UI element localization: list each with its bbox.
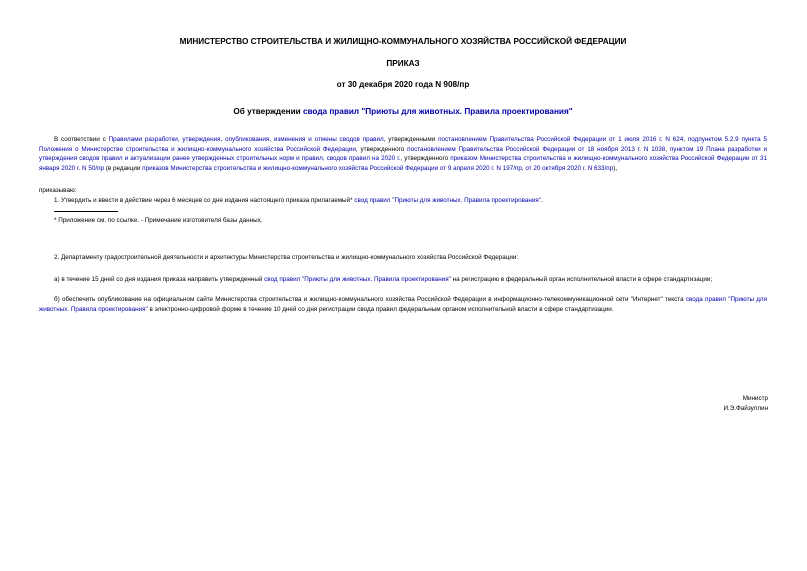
footnote-separator [54,211,118,212]
signatory-position: Министр [742,395,768,402]
order-word: приказываю: [39,186,77,194]
item1-text: 1. Утвердить и ввести в действие через 6 месяцев со дня издания настоящего приказа прилагаемый* [54,196,355,204]
signature-block [723,394,768,413]
preamble-link-resolution-624[interactable]: постановлением Правительства Российской Федерации от 1 июля 2016 г. N 624 [438,136,684,143]
preamble-link-order-633[interactable]: от 20 октября 2020 г. N 633/пр [525,165,614,173]
preamble-text-4: , утвержденного [355,145,408,153]
preamble-link-plan-point-19[interactable]: пунктом 19 Плана разработки и утверждения сводов правил и актуализации ранее утвержденных строительных норм и правил, сводов правил на 2020 г. [39,145,767,163]
preamble-text-1: В соответствии с [54,136,109,143]
item2a-text: а) в течение 15 дней со дня издания приказа направить утвержденный [54,275,265,283]
order-item-2b [39,295,767,314]
item2b-end: в электронно-цифровой форме в течение 10 дней со дня регистрации свода правил федеральным органом исполнительной власти в сфере стандартизации. [147,306,614,314]
document-title [39,107,767,117]
preamble-text-8: , [521,165,526,173]
preamble-text-3: , [683,136,688,143]
preamble-link-order-197[interactable]: приказов Министерства строительства и жилищно-коммунального хозяйства Российской Федерации от 9 апреля 2020 г. N 197/пр [142,165,522,173]
item1-link[interactable]: свод правил "Приюты для животных. Правила проектирования" [354,196,542,204]
signatory-name: И.Э.Файзуллин [723,404,768,412]
document-type-heading: ПРИКАЗ [386,59,420,68]
title-link[interactable]: свода правил "Приюты для животных. Правила проектирования" [302,107,573,116]
preamble-text-5: , [665,145,670,153]
item2a-end: на регистрацию в федеральный орган исполнительной власти в сфере стандартизации; [450,275,713,283]
footnote: * Приложение см. по ссылке. - Примечание изготовителя базы данных. [54,217,263,225]
item2a-link[interactable]: свод правил "Приюты для животных. Правила проектирования" [264,275,451,283]
preamble-link-order-50[interactable]: приказом Министерства строительства и жилищно-коммунального хозяйства Российской Федерации от 31 января 2020 г. N 50/пр [39,155,767,173]
preamble-paragraph [39,135,767,174]
title-prefix: Об утверждении [233,107,303,116]
preamble-text-7: (в редакции [104,165,143,173]
document-date-number: от 30 декабря 2020 года N 908/пр [336,80,470,89]
item1-end: . [541,196,543,204]
item2b-link[interactable]: свода правил "Приюты для животных. Правила проектирования" [39,296,767,314]
preamble-text-9: ), [613,165,618,173]
preamble-link-resolution-1038[interactable]: постановлением Правительства Российской Федерации от 18 ноября 2013 г. N 1038 [407,145,666,153]
item2b-text: б) обеспечить опубликование на официальном сайте Министерства строительства и жилищно-коммунального хозяйства Российской Федерации в информационно-телекоммуникационной сети "Интернет" текста [54,296,686,304]
preamble-text-2: , утвержденными [383,136,439,143]
order-item-2: 2. Департаменту градостроительной деятельности и архитектуры Министерства строительства и жилищно-коммунального хозяйства Российской Федерации: [54,253,519,261]
order-item-2a [39,275,767,285]
ministry-heading: МИНИСТЕРСТВО СТРОИТЕЛЬСТВА И ЖИЛИЩНО-КОММУНАЛЬНОГО ХОЗЯЙСТВА РОССИЙСКОЙ ФЕДЕРАЦИИ [179,37,627,46]
preamble-text-6: , утвержденного [400,155,451,163]
preamble-link-regulation-subpoint[interactable]: подпунктом 5.2.9 пункта 5 Положения о Министерстве строительства и жилищно-коммунального хозяйства Российской Федерации [39,136,768,153]
order-item-1 [39,196,767,206]
preamble-link-rules[interactable]: Правилами разработки, утверждения, опубликования, изменения и отмены сводов правил [108,136,384,143]
